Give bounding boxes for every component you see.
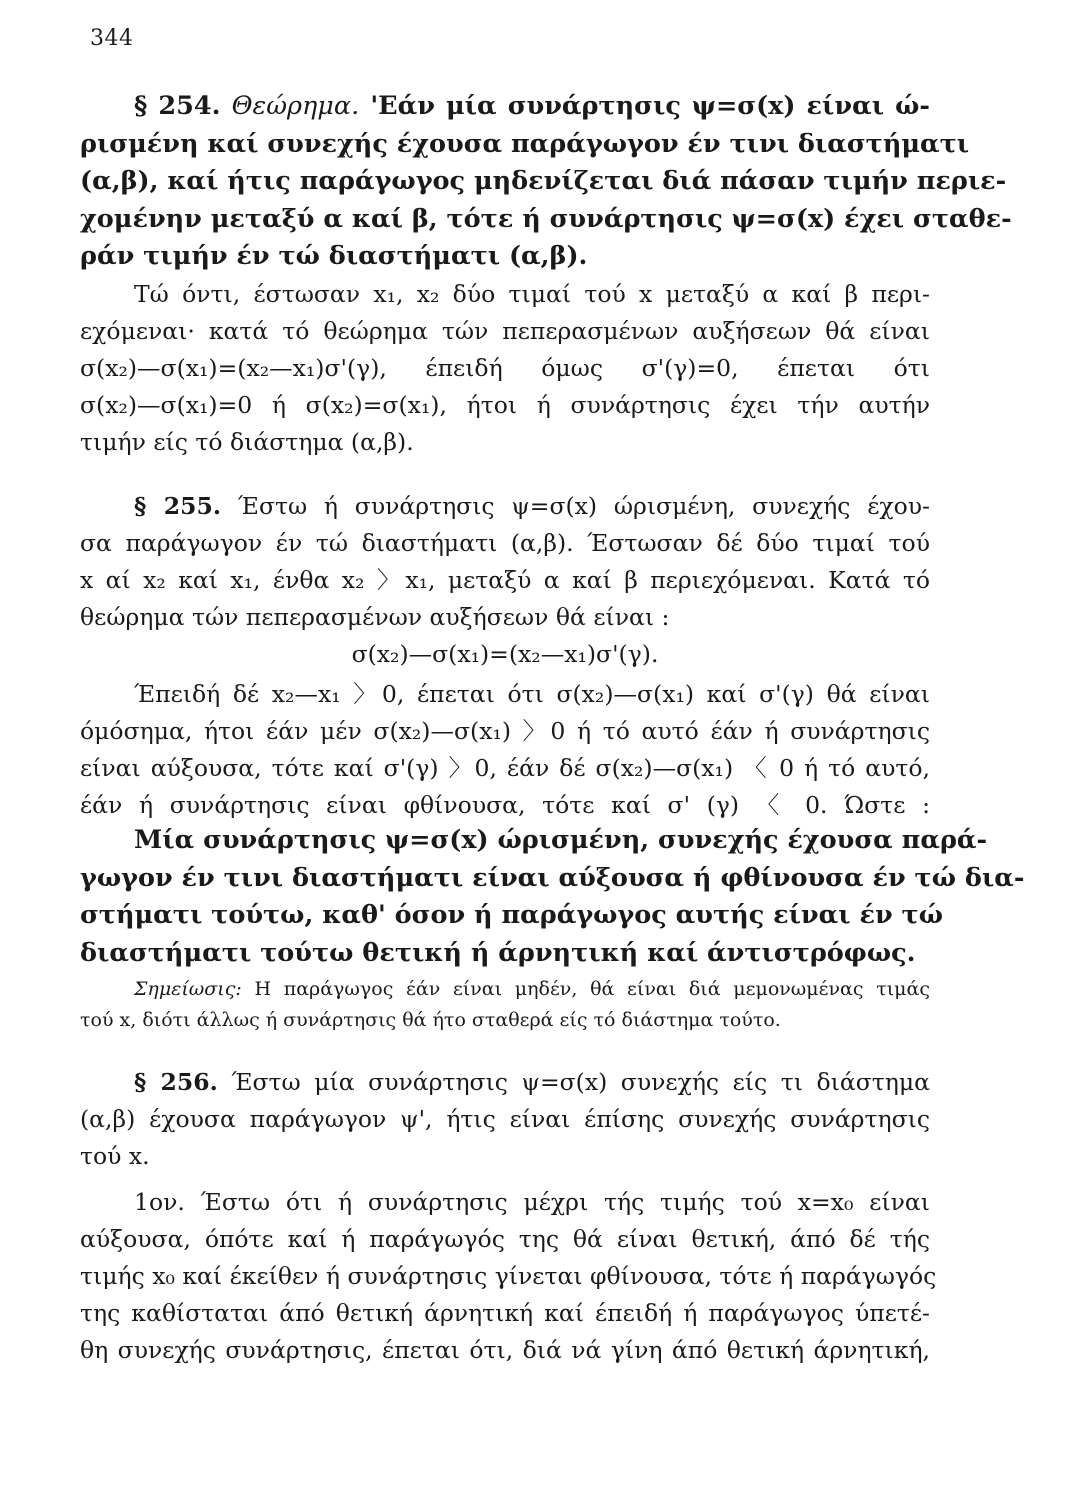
section-256-line: (α,β) έχουσα παράγωγον ψ', ήτις είναι έπίσης συνεχής συνάρτησις: [80, 1105, 930, 1133]
case-1: [80, 1184, 937, 1369]
theorem-label: Θεώρημα.: [231, 91, 360, 121]
note-line: Σημείωσις: Η παράγωγος έάν είναι μηδέν, θά είναι διά μεμονωμένας τιμάς: [134, 978, 930, 1000]
conclusion-line: γωγον έν τινι διαστήματι είναι αύξουσα ή φθίνουσα έν τώ δια-: [80, 862, 1025, 893]
note-label: Σημείωσις:: [134, 978, 242, 1000]
section-number: § 255.: [134, 492, 222, 520]
case-line: θη συνεχής συνάρτησις, έπεται ότι, διά νά γίνη άπό θετική άρνητική,: [80, 1336, 930, 1364]
theorem-254-line-1: § 254. Θεώρημα. 'Εάν μία συνάρτησις ψ=σ(x) είναι ώ-: [134, 91, 930, 121]
theorem-254: [80, 88, 1012, 276]
section-255-line: § 255. Έστω ή συνάρτησις ψ=σ(x) ώρισμένη, συνεχής έχου-: [134, 492, 930, 520]
section-255-line: όμόσημα, ήτοι έάν μέν σ(x₂)—σ(x₁) 〉0 ή τό αυτό έάν ή συνάρτησις: [80, 717, 930, 745]
proof-line: σ(x₂)—σ(x₁)=0 ή σ(x₂)=σ(x₁), ήτοι ή συνάρτησις έχει τήν αυτήν: [80, 391, 930, 419]
case-line: αύξουσα, όπότε καί ή παράγωγός της θά είναι θετική, άπό δέ τής: [80, 1225, 930, 1253]
section-255-line: είναι αύξουσα, τότε καί σ'(γ) 〉0, έάν δέ σ(x₂)—σ(x₁) 〈 0 ή τό αυτό,: [80, 754, 930, 782]
section-number: § 256.: [134, 1068, 218, 1096]
case-label: 1ον.: [134, 1188, 185, 1216]
section-255: [80, 488, 930, 673]
theorem-254-line: (α,β), καί ήτις παράγωγος μηδενίζεται διά πάσαν τιμήν περιε-: [80, 166, 1007, 196]
conclusion-255: [80, 822, 1025, 972]
note-255: [80, 974, 930, 1036]
page-number: 344: [90, 26, 134, 51]
proof-line: εχόμεναι· κατά τό θεώρημα τών πεπερασμένων αυξήσεων θά είναι: [80, 317, 930, 345]
section-255-line: σα παράγωγον έν τώ διαστήματι (α,β). Έστωσαν δέ δύο τιμαί τού: [80, 529, 930, 557]
section-255-line: έάν ή συνάρτησις είναι φθίνουσα, τότε καί σ' (γ) 〈 0. Ώστε :: [80, 791, 930, 819]
theorem-254-line: ράν τιμήν έν τώ διαστήματι (α,β).: [80, 241, 588, 271]
section-255-line: θεώρημα τών πεπερασμένων αυξήσεων θά είναι :: [80, 603, 670, 631]
note-line: τού x, διότι άλλως ή συνάρτησις θά ήτο σταθερά είς τό διάστημα τούτο.: [80, 1009, 781, 1031]
equation: σ(x₂)—σ(x₁)=(x₂—x₁)σ'(γ).: [351, 640, 659, 668]
theorem-254-line: χομένην μεταξύ α καί β, τότε ή συνάρτησις ψ=σ(x) έχει σταθε-: [80, 203, 1012, 234]
conclusion-line: Μία συνάρτησις ψ=σ(x) ώρισμένη, συνεχής έχουσα παρά-: [134, 825, 988, 855]
case-line: 1ον. Έστω ότι ή συνάρτησις μέχρι τής τιμής τού x=x₀ είναι: [134, 1188, 930, 1216]
section-255-cont: [80, 676, 930, 824]
section-255-line: Έπειδή δέ x₂—x₁ 〉0, έπεται ότι σ(x₂)—σ(x₁) καί σ'(γ) θά είναι: [134, 680, 930, 708]
proof-line: τιμήν είς τό διάστημα (α,β).: [80, 428, 414, 456]
section-number: § 254.: [134, 91, 221, 121]
case-line: της καθίσταται άπό θετική άρνητική καί έπειδή ή παράγωγος ύπετέ-: [80, 1299, 930, 1327]
conclusion-line: διαστήματι τούτω θετική ή άρνητική καί άντιστρόφως.: [80, 937, 916, 968]
proof-254: [80, 276, 930, 461]
conclusion-line: στήματι τούτω, καθ' όσον ή παράγωγος αυτής είναι έν τώ: [80, 900, 943, 930]
section-256-line: τού x.: [80, 1142, 150, 1170]
proof-line: σ(x₂)—σ(x₁)=(x₂—x₁)σ'(γ), έπειδή όμως σ'(γ)=0, έπεται ότι: [80, 354, 930, 382]
case-line: τιμής x₀ καί έκείθεν ή συνάρτησις γίνεται φθίνουσα, τότε ή παράγωγός: [80, 1262, 937, 1290]
theorem-254-line: ρισμένη καί συνεχής έχουσα παράγωγον έν τινι διαστήματι: [80, 128, 970, 159]
section-256: [80, 1064, 930, 1175]
section-256-line: § 256. Έστω μία συνάρτησις ψ=σ(x) συνεχής είς τι διάστημα: [134, 1068, 930, 1096]
proof-line: Τώ όντι, έστωσαν x₁, x₂ δύο τιμαί τού x μεταξύ α καί β περι-: [134, 280, 930, 308]
section-255-line: x αί x₂ καί x₁, ένθα x₂ 〉x₁, μεταξύ α καί β περιεχόμεναι. Κατά τό: [80, 566, 930, 594]
